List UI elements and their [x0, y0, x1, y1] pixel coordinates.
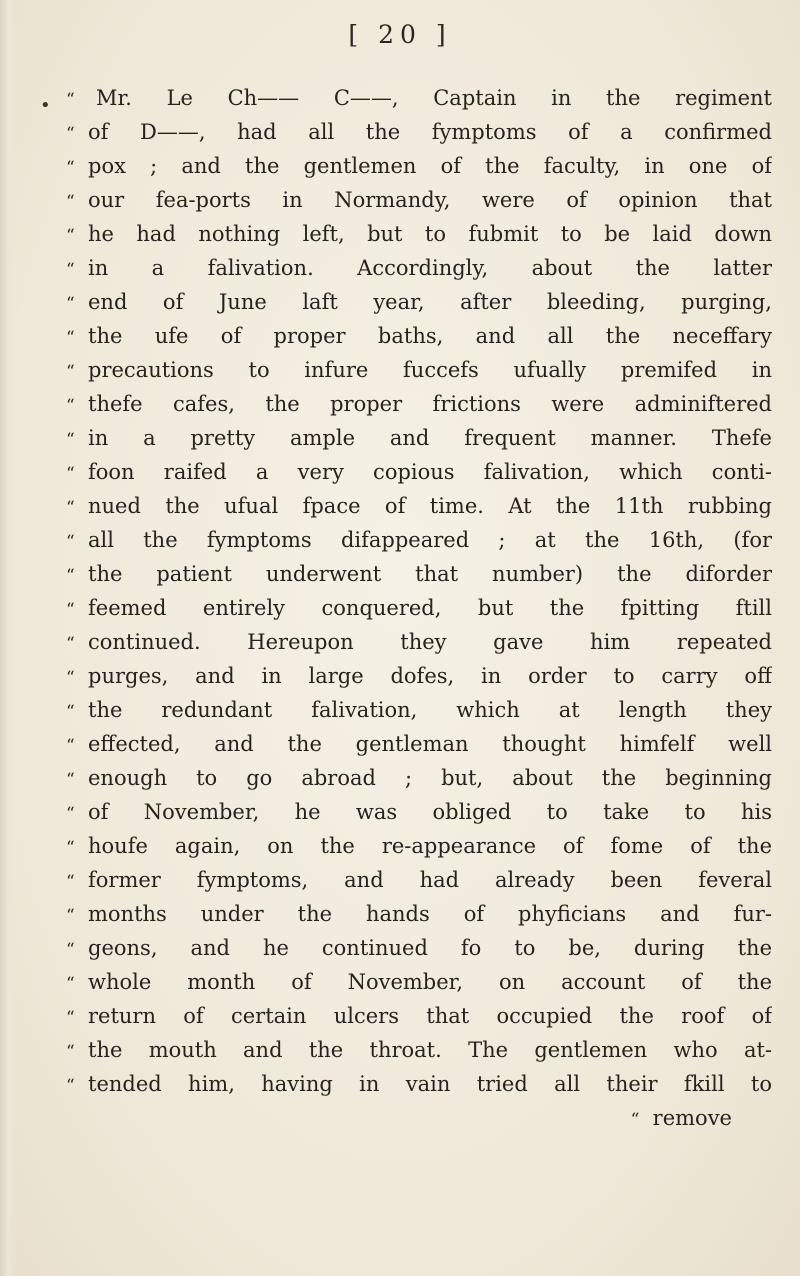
text-line [66, 188, 772, 222]
quote-mark: “ [66, 124, 75, 144]
quote-mark: “ [66, 906, 75, 926]
quote-mark: “ [66, 804, 75, 824]
quote-mark: “ [66, 1076, 75, 1096]
body-text [66, 86, 772, 1140]
quote-mark: “ [66, 838, 75, 858]
line-text: he had nothing left, but to fubmit to be laid down [88, 222, 772, 246]
line-text: precautions to infure fuccefs ufually premifed in [88, 358, 772, 382]
line-text: pox ; and the gentlemen of the faculty, in one of [88, 154, 772, 178]
text-line [66, 766, 772, 800]
catchword-line [66, 1106, 772, 1140]
line-text: whole month of November, on account of the [88, 970, 772, 994]
quote-mark: “ [66, 1042, 75, 1062]
quote-mark: “ [66, 566, 75, 586]
text-line [66, 834, 772, 868]
quote-mark: “ [66, 328, 75, 348]
line-text: of D——, had all the fymptoms of a confirmed [88, 120, 772, 144]
text-line [66, 1038, 772, 1072]
line-text: feemed entirely conquered, but the fpitting ftill [88, 596, 772, 620]
quote-mark: “ [66, 464, 75, 484]
quote-mark: “ [66, 90, 75, 110]
quote-mark: “ [66, 1008, 75, 1028]
quote-mark: “ [66, 362, 75, 382]
quote-mark: “ [66, 260, 75, 280]
text-line [66, 1004, 772, 1038]
line-text: months under the hands of phyficians and fur- [88, 902, 772, 926]
text-line [66, 562, 772, 596]
quote-mark: “ [66, 158, 75, 178]
quote-mark: “ [66, 736, 75, 756]
text-line [66, 256, 772, 290]
line-text: return of certain ulcers that occupied the roof of [88, 1004, 772, 1028]
quote-mark: “ [66, 532, 75, 552]
text-line [66, 494, 772, 528]
quote-mark: “ [630, 1110, 640, 1130]
quote-mark: “ [66, 226, 75, 246]
quote-mark: “ [66, 668, 75, 688]
text-line [66, 86, 772, 120]
line-text: of November, he was obliged to take to his [88, 800, 772, 824]
quote-mark: “ [66, 498, 75, 518]
text-line [66, 154, 772, 188]
line-text: houfe again, on the re-appearance of fome of the [88, 834, 772, 858]
text-line [66, 358, 772, 392]
quote-mark: “ [66, 294, 75, 314]
catchword: remove [652, 1106, 732, 1130]
line-text: nued the ufual fpace of time. At the 11th rubbing [88, 494, 772, 518]
text-line [66, 528, 772, 562]
line-text: the patient underwent that number) the diforder [88, 562, 772, 586]
text-line [66, 392, 772, 426]
text-line [66, 902, 772, 936]
text-line [66, 868, 772, 902]
line-text: former fymptoms, and had already been feveral [88, 868, 772, 892]
line-text: in a falivation. Accordingly, about the latter [88, 256, 772, 280]
line-text: the redundant falivation, which at length they [88, 698, 772, 722]
page-binding-edge [0, 0, 14, 1276]
line-text: Mr. Le Ch—— C——, Captain in the regiment [96, 86, 772, 110]
text-line [66, 460, 772, 494]
line-text: tended him, having in vain tried all their fkill to [88, 1072, 772, 1096]
text-line [66, 120, 772, 154]
text-line [66, 936, 772, 970]
line-text: enough to go abroad ; but, about the beginning [88, 766, 772, 790]
line-text: end of June laft year, after bleeding, purging, [88, 290, 772, 314]
text-line [66, 596, 772, 630]
text-line [66, 324, 772, 358]
line-text: the mouth and the throat. The gentlemen who at- [88, 1038, 772, 1062]
line-text: the ufe of proper baths, and all the neceffary [88, 324, 772, 348]
text-line [66, 426, 772, 460]
line-text: in a pretty ample and frequent manner. Thefe [88, 426, 772, 450]
line-text: purges, and in large dofes, in order to carry off [88, 664, 772, 688]
quote-mark: “ [66, 192, 75, 212]
text-line [66, 664, 772, 698]
quote-mark: “ [66, 702, 75, 722]
text-line [66, 1072, 772, 1106]
quote-mark: “ [66, 634, 75, 654]
text-line [66, 800, 772, 834]
line-text: continued. Hereupon they gave him repeated [88, 630, 772, 654]
line-text: all the fymptoms difappeared ; at the 16th, (for [88, 528, 772, 552]
quote-mark: “ [66, 396, 75, 416]
quote-mark: “ [66, 770, 75, 790]
text-line [66, 698, 772, 732]
line-text: thefe cafes, the proper frictions were adminiftered [88, 392, 772, 416]
text-line [66, 732, 772, 766]
page-number: [ 20 ] [348, 20, 452, 49]
text-line [66, 222, 772, 256]
margin-mark: • [40, 95, 51, 116]
line-text: foon raifed a very copious falivation, which conti- [88, 460, 772, 484]
quote-mark: “ [66, 940, 75, 960]
quote-mark: “ [66, 600, 75, 620]
text-line [66, 970, 772, 1004]
line-text: geons, and he continued fo to be, during the [88, 936, 772, 960]
quote-mark: “ [66, 974, 75, 994]
quote-mark: “ [66, 430, 75, 450]
line-text: effected, and the gentleman thought himfelf well [88, 732, 772, 756]
text-line [66, 630, 772, 664]
line-text: our fea-ports in Normandy, were of opinion that [88, 188, 772, 212]
quote-mark: “ [66, 872, 75, 892]
text-line [66, 290, 772, 324]
